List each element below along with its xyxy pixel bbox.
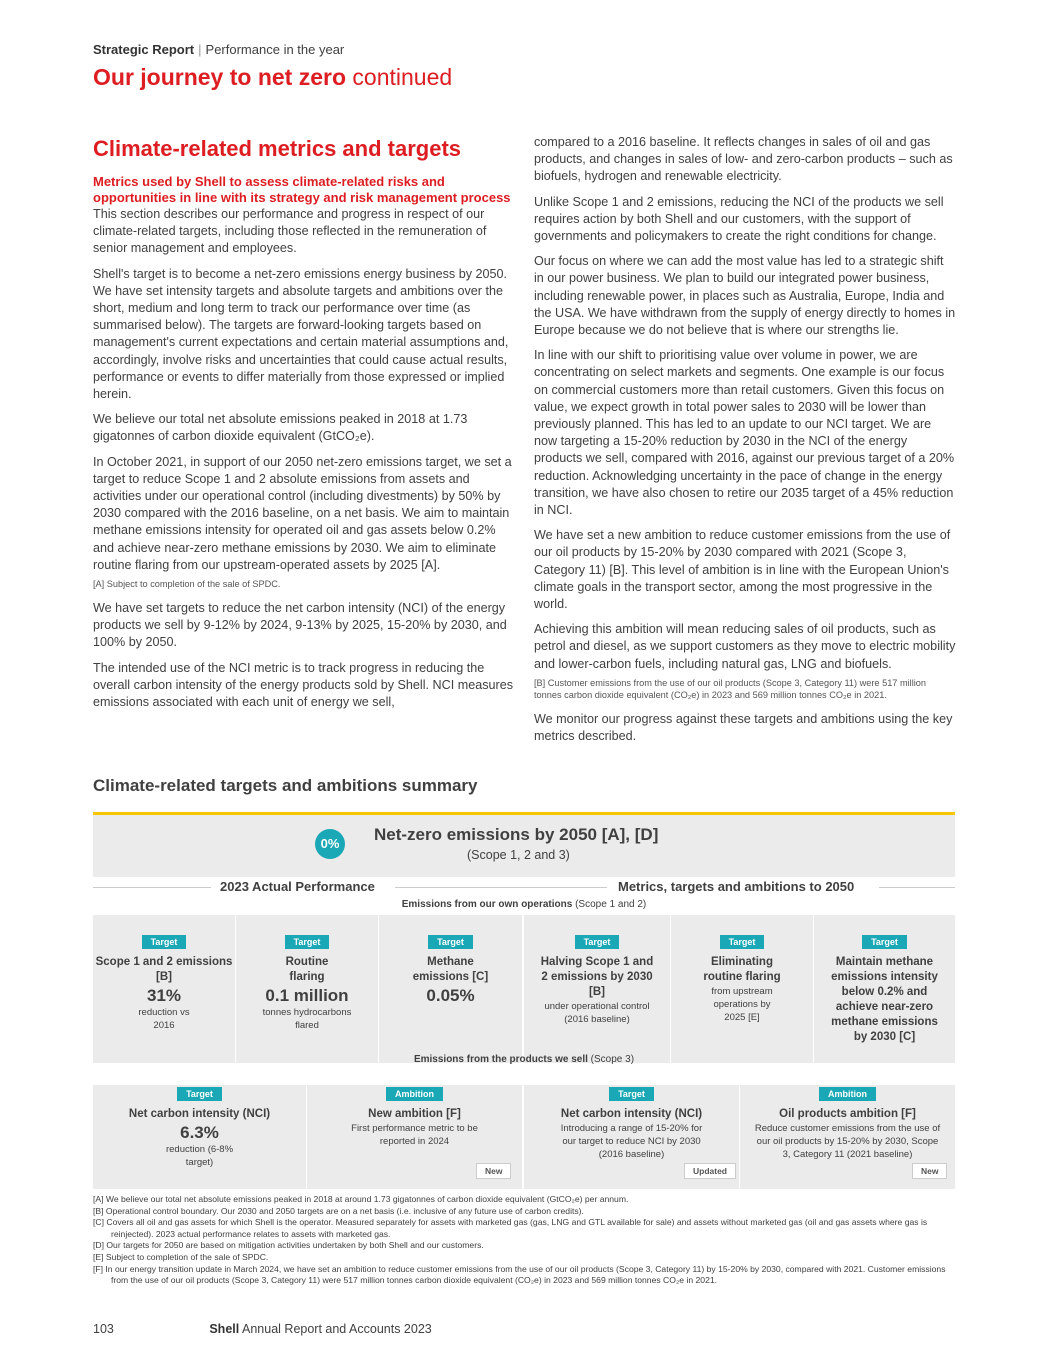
target-card-halving xyxy=(524,932,670,1026)
divider xyxy=(93,887,211,888)
card-note: First performance metric to be reported in 2024 xyxy=(351,1123,478,1147)
card-title: New ambition [F] xyxy=(368,1108,461,1120)
ambition-tag: Ambition xyxy=(386,1087,443,1101)
metric-card-nci xyxy=(93,1084,306,1169)
paragraph: We believe our total net absolute emissions peaked in 2018 at 1.73 gigatonnes of carbon dioxide equivalent (GtCO₂e). xyxy=(93,412,468,444)
footnote: [B] Operational control boundary. Our 2030 and 2050 targets are on a net basis (i.e. inclusive of any future use of carbon credits). xyxy=(93,1205,584,1216)
card-note: reduction (6-8% target) xyxy=(165,1144,234,1168)
divider xyxy=(879,887,955,888)
card-value: 0.05% xyxy=(426,986,475,1005)
paragraph: We have set a new ambition to reduce customer emissions from the use of our oil products by 15-20% by 2030 compared with 2021 (Scope 3, Category 11) [B]. This level of ambition is in line with the European Union's climate goals in the transport sector, among the most progressive in the world. xyxy=(534,528,951,612)
summary-title: Climate-related targets and ambitions summary xyxy=(93,776,478,795)
paragraph: The intended use of the NCI metric is to track progress in reducing the overall carbon intensity of the energy products sold by Shell. NCI measures emissions associated with each unit of energy we sell, xyxy=(93,660,514,710)
document-title: Annual Report and Accounts 2023 xyxy=(242,1322,432,1336)
target-card-methane xyxy=(814,932,955,1045)
brand-name: Shell xyxy=(209,1322,240,1336)
paragraph: Achieving this ambition will mean reducing sales of oil products, such as petrol and diesel, as we support customers as they move to electric mobility and lower-carbon fuels, including natural gas, LNG and biofuels. xyxy=(534,622,956,671)
ambition-tag: Ambition xyxy=(819,1087,876,1101)
new-badge: New xyxy=(912,1163,947,1179)
divider xyxy=(395,887,607,888)
target-tag: Target xyxy=(609,1087,654,1101)
paragraph: compared to a 2016 baseline. It reflects changes in sales of oil and gas products, and changes in sales of low- and zero-carbon products – such as biofuels, hydrogen and renewable electricity. xyxy=(534,135,953,184)
card-title: Net carbon intensity (NCI) xyxy=(560,1108,703,1120)
paragraph: In October 2021, in support of our 2050 net-zero emissions target, we set a target to reduce Scope 1 and 2 absolute emissions from assets and activities under our operational control (including divestments) by 50% by 2030 compared with the 2016 baseline, on a net basis. We aim to maintain methane emissions intensity for operated oil and gas assets below 0.2% and achieve near-zero methane emissions by 2030. We aim to eliminate routine flaring from our upstream-operated assets by 2025 [A]. xyxy=(93,454,512,572)
actual-performance-header: 2023 Actual Performance xyxy=(220,879,375,894)
card-note: under operational control (2016 baseline) xyxy=(544,1001,650,1025)
paragraph: Unlike Scope 1 and 2 emissions, reducing the NCI of the products we sell requires action by both Shell and our customers, with the support of governments and policymakers to create the right conditions for change. xyxy=(534,194,944,244)
card-value: 6.3% xyxy=(180,1123,219,1142)
card-note: Introducing a range of 15-20% for our target to reduce NCI by 2030 (2016 baseline) xyxy=(560,1123,703,1160)
updated-badge: Updated xyxy=(684,1163,736,1179)
metric-card-flaring xyxy=(236,932,378,1032)
paragraph: We monitor our progress against these targets and ambitions using the key metrics described. xyxy=(534,711,953,744)
footnote: [D] Our targets for 2050 are based on mitigation activities undertaken by both Shell and our customers. xyxy=(93,1240,484,1251)
hero-subtitle: (Scope 1, 2 and 3) xyxy=(467,848,570,862)
breadcrumb-subsection: Performance in the year xyxy=(205,42,345,57)
own-operations-label-rest: (Scope 1 and 2) xyxy=(572,899,647,910)
paragraph: Our focus on where we can add the most value has led to a strategic shift in our power business. We plan to build our integrated power business, including renewable power, in places such as Australia, Europe, India and the USA. We have withdrawn from the supply of energy directly to homes in Europe because we do not believe that is where our strengths lie. xyxy=(534,254,956,338)
footnote: [C] Covers all oil and gas assets for which Shell is the operator. Measured separately for assets with marketed gas (gas, LNG and GTL available for sale) and assets without marketed gas (oil and gas assets where gas is reinjected). 2023 actual performance relates to assets with marketed gas. xyxy=(93,1217,928,1239)
section-subheading: Metrics used by Shell to assess climate-related risks and opportunities in line with its strategy and risk management process xyxy=(93,174,511,205)
card-title: Routine flaring xyxy=(285,956,329,983)
page-number: 103 xyxy=(93,1322,114,1336)
paragraph: This section describes our performance and progress in respect of our climate-related targets, including those reflected in the remuneration of senior management and employees. xyxy=(93,207,487,256)
page-footer xyxy=(93,1322,432,1336)
breadcrumb xyxy=(93,42,344,57)
new-badge: New xyxy=(476,1163,511,1179)
inline-footnote: [A] Subject to completion of the sale of SPDC. xyxy=(93,579,281,590)
footnote: [A] We believe our total net absolute emissions peaked in 2018 at around 1.73 gigatonnes of carbon dioxide equivalent (GtCO₂e) per annum. xyxy=(93,1194,629,1204)
footnote: [E] Subject to completion of the sale of SPDC. xyxy=(93,1251,269,1262)
footnote: [F] In our energy transition update in March 2024, we have set an ambition to reduce customer emissions from the use of our oil products (Scope 3, Category 11) by 15-20% by 2030, compared with 2021. Customer emissions from the use of our oil products (Scope 3, Category 11) were 517 million tonnes carbon dioxide equivalent (CO₂e) in 2023 and 569 million tonnes CO₂e in 2021. xyxy=(93,1263,946,1286)
card-value: 0.1 million xyxy=(265,986,349,1005)
card-note: tonnes hydrocarbons flared xyxy=(262,1007,352,1031)
target-card-routine-flaring xyxy=(671,932,813,1024)
target-tag: Target xyxy=(285,935,330,949)
target-tag: Target xyxy=(142,935,187,949)
own-operations-label-bold: Emissions from our own operations xyxy=(401,899,573,910)
target-tag: Target xyxy=(428,935,473,949)
card-title: Net carbon intensity (NCI) xyxy=(128,1108,271,1120)
own-operations-label xyxy=(93,899,955,910)
card-note: reduction vs 2016 xyxy=(138,1007,190,1031)
target-card-nci-2030 xyxy=(524,1084,739,1161)
card-title: Scope 1 and 2 emissions [B] xyxy=(95,956,233,983)
paragraph: Shell's target is to become a net-zero emissions energy business by 2050. We have set intensity targets and absolute targets and ambitions over the short, medium and long term to track our performance over time (as summarised below). The targets are forward-looking targets based on management's current expectations and certain material assumptions and, accordingly, involve risks and uncertainties that could cause actual results, performance or events to differ materially from those expressed or implied herein. xyxy=(93,266,509,402)
card-title: Halving Scope 1 and 2 emissions by 2030 [B] xyxy=(540,956,654,998)
target-tag: Target xyxy=(575,935,620,949)
card-title: Methane emissions [C] xyxy=(412,956,489,983)
metric-card-scope12 xyxy=(93,932,235,1032)
paragraph: In line with our shift to prioritising value over volume in power, we are concentrating on select markets and segments. One example is our focus on commercial customers more than retail customers. Given this focus on value, we expect growth in total power sales to 2030 will be lower than previously planned. This has led to an update to our NCI target. We are now targeting a 15-20% reduction by 2030 in the NCI of the energy products we sell, compared with 2016, against our previous target of a 20% reduction. Acknowledging uncertainty in the pace of change in the energy transition, we have also chosen to retire our 2035 target of a 45% reduction in NCI. xyxy=(534,348,955,518)
targets-summary-panel xyxy=(93,812,955,1189)
products-header-band xyxy=(93,1063,955,1085)
target-tag: Target xyxy=(862,935,907,949)
card-title: Eliminating routine flaring xyxy=(703,956,781,983)
page-title-continued: continued xyxy=(352,64,453,90)
metric-card-methane xyxy=(379,932,522,1006)
ambition-card-oil-products xyxy=(740,1084,955,1161)
page-title xyxy=(93,64,452,91)
section-heading: Climate-related metrics and targets xyxy=(93,136,462,161)
target-tag: Target xyxy=(177,1087,222,1101)
card-value: 31% xyxy=(146,986,182,1005)
card-title: Oil products ambition [F] xyxy=(779,1108,916,1120)
targets-header: Metrics, targets and ambitions to 2050 xyxy=(618,879,855,894)
zero-percent-badge: 0% xyxy=(315,829,345,859)
ambition-card-new xyxy=(307,1084,522,1148)
products-label xyxy=(93,1054,955,1065)
breadcrumb-separator: | xyxy=(198,42,202,57)
right-column xyxy=(534,134,956,753)
net-zero-hero xyxy=(93,815,955,875)
breadcrumb-section: Strategic Report xyxy=(93,42,195,57)
inline-footnote: [B] Customer emissions from the use of our oil products (Scope 3, Category 11) were 517 million tonnes carbon dioxide equivalent (CO₂e) in 2023 and 569 million tonnes CO₂e in 2021. xyxy=(534,677,927,700)
left-column xyxy=(93,134,515,719)
target-tag: Target xyxy=(720,935,765,949)
paragraph: We have set targets to reduce the net carbon intensity (NCI) of the energy products we sell by 9-12% by 2024, 9-13% by 2025, 15-20% by 2030, and 100% by 2050. xyxy=(93,601,507,650)
card-title: Maintain methane emissions intensity below 0.2% and achieve near-zero methane emissions by 2030 [C] xyxy=(831,956,938,1043)
card-note: Reduce customer emissions from the use of our oil products by 15-20% by 2030, Scope 3, Category 11 (2021 baseline) xyxy=(754,1123,941,1160)
products-label-bold: Emissions from the products we sell xyxy=(413,1054,588,1065)
products-label-rest: (Scope 3) xyxy=(587,1054,635,1065)
hero-title: Net-zero emissions by 2050 [A], [D] xyxy=(374,825,659,844)
card-note: from upstream operations by 2025 [E] xyxy=(711,986,773,1023)
footnotes xyxy=(93,1194,963,1287)
page-title-main: Our journey to net zero xyxy=(93,64,347,90)
